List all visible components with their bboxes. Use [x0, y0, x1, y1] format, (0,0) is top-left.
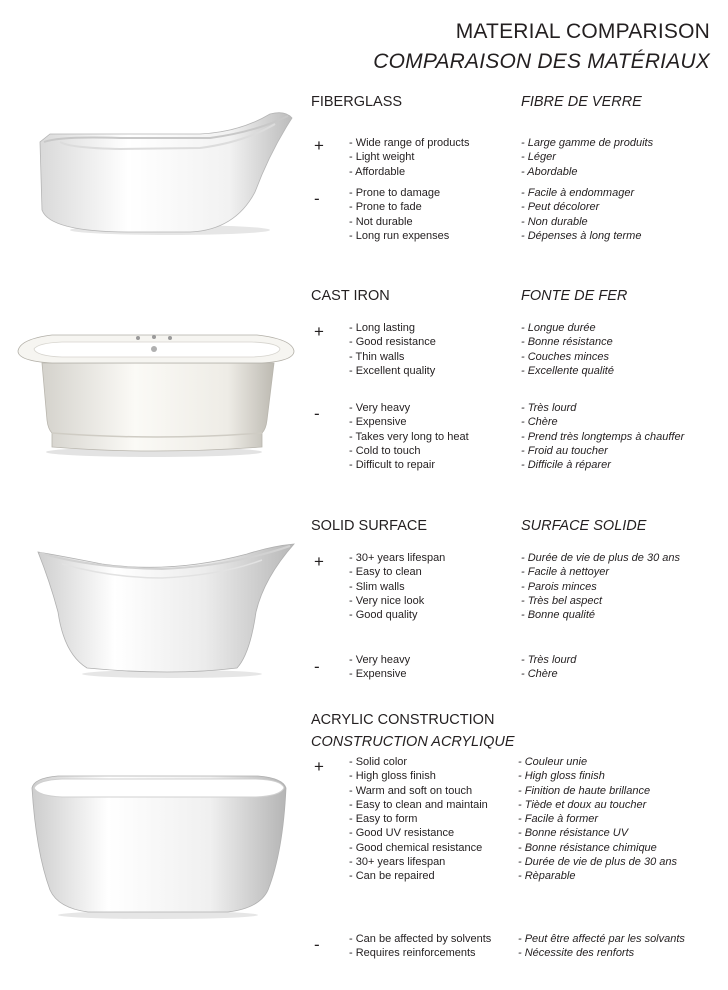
- list-item: - Froid au toucher: [521, 444, 608, 457]
- fiberglass-pros-fr: [521, 136, 691, 179]
- solid-surface-pros-fr: [521, 551, 706, 622]
- solid-surface-heading-fr: SURFACE SOLIDE: [521, 518, 647, 534]
- acrylic-cons-fr: [518, 932, 693, 961]
- list-item: - Good quality: [349, 609, 418, 622]
- list-item: - Bonne qualité: [521, 609, 595, 622]
- list-item: - Prend très longtemps à chauffer: [521, 430, 685, 443]
- list-item: - Easy to form: [349, 813, 418, 826]
- list-item: - Abordable: [521, 165, 578, 178]
- solid-surface-pros-sign: +: [314, 552, 324, 571]
- list-item: - Good chemical resistance: [349, 841, 483, 854]
- list-item: - Wide range of products: [349, 137, 470, 149]
- list-item: - Can be repaired: [349, 870, 435, 883]
- cast-iron-pros-sign: +: [314, 322, 324, 341]
- list-item: - Light weight: [349, 151, 415, 164]
- list-item: - Rèparable: [518, 870, 576, 883]
- acrylic-cons-sign: -: [314, 935, 320, 954]
- cast-iron-cons-sign: -: [314, 404, 320, 423]
- acrylic-heading-en: ACRYLIC CONSTRUCTION: [311, 712, 495, 728]
- list-item: - Large gamme de produits: [521, 137, 654, 149]
- list-item: - Excellent quality: [349, 364, 436, 377]
- page-title-fr: COMPARAISON DES MATÉRIAUX: [373, 50, 710, 73]
- list-item: - Facile à endommager: [521, 187, 635, 199]
- list-item: - Durée de vie de plus de 30 ans: [521, 552, 680, 564]
- acrylic-pros-sign: +: [314, 757, 324, 776]
- list-item: - Very nice look: [349, 594, 425, 607]
- list-item: - 30+ years lifespan: [349, 856, 446, 869]
- list-item: - Thin walls: [349, 350, 405, 363]
- list-item: - Bonne résistance UV: [518, 827, 629, 840]
- fiberglass-cons-sign: -: [314, 189, 320, 208]
- list-item: - 30+ years lifespan: [349, 552, 446, 564]
- list-item: - Bonne résistance: [521, 336, 613, 349]
- list-item: - Good resistance: [349, 336, 436, 349]
- list-item: - Good UV resistance: [349, 827, 455, 840]
- list-item: - Chère: [521, 668, 558, 681]
- solid-surface-pros-en: [349, 551, 514, 622]
- list-item: - Longue durée: [521, 322, 596, 334]
- fiberglass-pros-sign: +: [314, 136, 324, 155]
- list-item: - Slim walls: [349, 580, 405, 593]
- list-item: - Difficult to repair: [349, 459, 435, 472]
- solid-surface-heading-en: SOLID SURFACE: [311, 518, 428, 534]
- solid-surface-cons-fr: [521, 653, 691, 682]
- list-item: - Facile à former: [518, 813, 599, 826]
- list-item: - Finition de haute brillance: [518, 784, 651, 797]
- list-item: - Tiède et doux au toucher: [518, 798, 647, 811]
- list-item: - Très bel aspect: [521, 594, 603, 607]
- acrylic-heading-fr: CONSTRUCTION ACRYLIQUE: [311, 734, 515, 750]
- cast-iron-cons-en: [349, 401, 514, 472]
- list-item: - Not durable: [349, 215, 413, 228]
- list-item: - Takes very long to heat: [349, 430, 469, 443]
- solid-surface-cons-sign: -: [314, 657, 320, 676]
- list-item: - Très lourd: [521, 402, 577, 414]
- list-item: - Nécessite des renforts: [518, 947, 635, 960]
- list-item: - Très lourd: [521, 654, 577, 666]
- list-item: - Requires reinforcements: [349, 947, 476, 960]
- acrylic-cons-en: [349, 932, 514, 961]
- list-item: - Chère: [521, 416, 558, 429]
- page-title-en: MATERIAL COMPARISON: [455, 20, 710, 43]
- list-item: - Durée de vie de plus de 30 ans: [518, 856, 677, 869]
- cast-iron-pros-fr: [521, 321, 691, 378]
- solid-surface-tub-image: [32, 542, 297, 682]
- list-item: - Prone to damage: [349, 187, 441, 199]
- list-item: - Can be affected by solvents: [349, 933, 492, 945]
- list-item: - Cold to touch: [349, 444, 421, 457]
- fiberglass-heading-fr: FIBRE DE VERRE: [521, 94, 642, 110]
- list-item: - Léger: [521, 151, 556, 164]
- list-item: - Easy to clean and maintain: [349, 798, 488, 811]
- list-item: - Easy to clean: [349, 566, 422, 579]
- list-item: - Affordable: [349, 165, 406, 178]
- cast-iron-tub-image: [12, 325, 297, 460]
- list-item: - Excellente qualité: [521, 364, 614, 377]
- fiberglass-heading-en: FIBERGLASS: [311, 94, 403, 110]
- list-item: - Expensive: [349, 668, 407, 681]
- list-item: - Long run expenses: [349, 229, 450, 242]
- list-item: - High gloss finish: [349, 770, 436, 783]
- cast-iron-pros-en: [349, 321, 514, 378]
- cast-iron-heading-fr: FONTE DE FER: [521, 288, 628, 304]
- list-item: - Peut être affecté par les solvants: [518, 933, 685, 945]
- list-item: - Difficile à réparer: [521, 459, 611, 472]
- list-item: - Solid color: [349, 756, 408, 768]
- fiberglass-cons-fr: [521, 186, 691, 243]
- list-item: - Non durable: [521, 215, 588, 228]
- list-item: - Expensive: [349, 416, 407, 429]
- list-item: - Facile à nettoyer: [521, 566, 610, 579]
- acrylic-tub-image: [28, 772, 293, 922]
- list-item: - Warm and soft on touch: [349, 784, 473, 797]
- fiberglass-tub-image: [30, 102, 295, 242]
- list-item: - Bonne résistance chimique: [518, 841, 657, 854]
- cast-iron-heading-en: CAST IRON: [311, 288, 390, 304]
- acrylic-pros-en: [349, 755, 514, 884]
- list-item: - Long lasting: [349, 322, 416, 334]
- list-item: - Very heavy: [349, 402, 411, 414]
- list-item: - Couleur unie: [518, 756, 588, 768]
- fiberglass-pros-en: [349, 136, 514, 179]
- list-item: - Dépenses à long terme: [521, 229, 642, 242]
- list-item: - High gloss finish: [518, 770, 605, 783]
- fiberglass-cons-en: [349, 186, 514, 243]
- list-item: - Couches minces: [521, 350, 610, 363]
- cast-iron-cons-fr: [521, 401, 686, 472]
- list-item: - Very heavy: [349, 654, 411, 666]
- solid-surface-cons-en: [349, 653, 514, 682]
- list-item: - Peut décolorer: [521, 201, 600, 214]
- acrylic-pros-fr: [518, 755, 683, 884]
- list-item: - Prone to fade: [349, 201, 422, 214]
- list-item: - Parois minces: [521, 580, 597, 593]
